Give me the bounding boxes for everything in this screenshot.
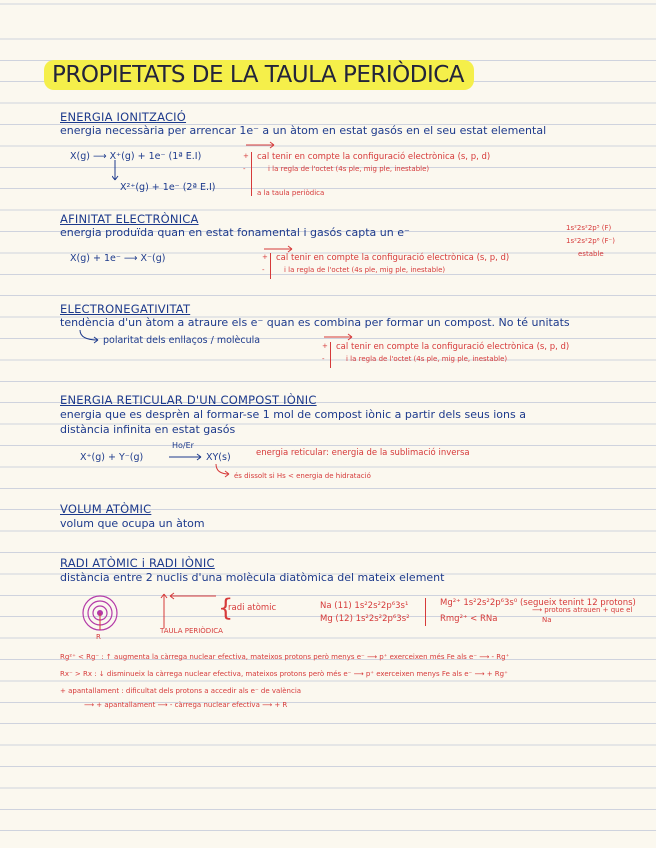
radi-definition: distància entre 2 nuclis d'una molècula diatòmica del mateix element bbox=[60, 571, 445, 584]
ionitzacio-branch-arrow bbox=[112, 160, 126, 184]
radi-compare: Rmg²⁺ < RNa bbox=[440, 614, 498, 624]
ionitzacio-note3: a la taula periòdica bbox=[257, 189, 325, 197]
afinitat-definition: energia produïda quan en estat fonamental i gasós capta un e⁻ bbox=[60, 226, 410, 239]
reticular-eq-arrow-label: Ho/Er bbox=[172, 441, 194, 450]
reticular-heading: ENERGIA RETICULAR D'UN COMPOST IÒNIC bbox=[60, 393, 317, 407]
radi-result1: ⟶ protons atrauen + que el bbox=[532, 606, 633, 614]
reticular-note2: és dissolt si Hs < energia de hidratació bbox=[234, 472, 371, 480]
ionitzacio-red-arrow bbox=[244, 140, 278, 150]
atom-radius-label: R bbox=[96, 633, 101, 641]
ionitzacio-eq2: X²⁺(g) + 1e⁻ (2ª E.I) bbox=[120, 182, 216, 193]
ionitzacio-eq1: X(g) ⟶ X⁺(g) + 1e⁻ (1ª E.I) bbox=[70, 151, 202, 162]
afinitat-note2: i la regla de l'octet (4s ple, mig ple, inestable) bbox=[284, 266, 446, 274]
ionitzacio-note2: i la regla de l'octet (4s ple, mig ple, inestable) bbox=[268, 165, 430, 173]
reticular-definition1: energia que es desprèn al formar-se 1 mol de compost iònic a partir dels seus ions a bbox=[60, 408, 526, 421]
page-title: PROPIETATS DE LA TAULA PERIÒDICA bbox=[44, 60, 474, 90]
reticular-note1: energia reticular: energia de la sublimació inversa bbox=[256, 448, 470, 458]
afinitat-config1: 1s²2s²2p⁵ (F) bbox=[566, 224, 612, 232]
afinitat-config3: estable bbox=[578, 250, 604, 258]
volum-definition: volum que ocupa un àtom bbox=[60, 517, 205, 530]
reticular-curve-arrow bbox=[214, 464, 232, 480]
na-config: Na (11) 1s²2s²2p⁶3s¹ bbox=[320, 601, 409, 611]
plus-mark: + bbox=[243, 152, 249, 160]
radi-line2: Rx⁻ > Rx : ↓ disminueix la càrrega nuclear efectiva, mateixos protons però més e⁻ ⟶ p⁺ exerceixen menys Fe als e⁻ ⟶ + Rg⁺ bbox=[60, 670, 508, 678]
mg-ion-config: Mg²⁺ 1s²2s²2p⁶3s⁰ (segueix tenint 12 protons) bbox=[440, 598, 636, 608]
radi-line4: ⟶ + apantallament ⟶ - càrrega nuclear efectiva ⟶ + R bbox=[84, 701, 288, 709]
plus-mark: + bbox=[322, 342, 328, 350]
afinitat-config2: 1s²2s²2p⁶ (F⁻) bbox=[566, 237, 615, 245]
ionitzacio-definition: energia necessària per arrencar 1e⁻ a un àtom en estat gasós en el seu estat elemental bbox=[60, 124, 547, 137]
afinitat-heading: AFINITAT ELECTRÒNICA bbox=[60, 212, 199, 226]
ionitzacio-red-bracket bbox=[251, 152, 252, 196]
afinitat-eq: X(g) + 1e⁻ ⟶ X⁻(g) bbox=[70, 253, 166, 264]
radi-line1: Rg²⁺ < Rg⁻ : ↑ augmenta la càrrega nuclear efectiva, mateixos protons però menys e⁻ ⟶ p⁺ exerceixen més Fe als e⁻ ⟶ - Rg⁺ bbox=[60, 653, 510, 661]
electronegativitat-definition: tendència d'un àtom a atraure els e⁻ quan es combina per formar un compost. No té unitats bbox=[60, 316, 570, 329]
minus-mark: - bbox=[322, 355, 325, 363]
reticular-eq-arrow bbox=[168, 452, 204, 462]
ionitzacio-note1: cal tenir en compte la configuració electrònica (s, p, d) bbox=[257, 152, 491, 162]
mg-config: Mg (12) 1s²2s²2p⁶3s² bbox=[320, 614, 410, 624]
minus-mark: - bbox=[243, 165, 246, 173]
electronegativitat-note2: i la regla de l'octet (4s ple, mig ple, inestable) bbox=[346, 355, 508, 363]
plus-mark: + bbox=[262, 253, 268, 261]
radi-heading: RADI ATÒMIC i RADI IÒNIC bbox=[60, 556, 215, 570]
electronegativitat-sub: polaritat dels enllaços / molècula bbox=[103, 335, 261, 346]
volum-heading: VOLUM ATÒMIC bbox=[60, 502, 152, 516]
radi-result2: Na bbox=[542, 616, 552, 624]
electronegativitat-curve-arrow bbox=[78, 330, 102, 346]
reticular-definition2: distància infinita en estat gasós bbox=[60, 423, 236, 436]
minus-mark: - bbox=[262, 266, 265, 274]
reticular-eq-left: X⁺(g) + Y⁻(g) bbox=[80, 452, 144, 463]
taula-periodica-label: TAULA PERIÒDICA bbox=[160, 627, 223, 635]
afinitat-red-bracket bbox=[270, 253, 271, 279]
ionitzacio-heading: ENERGIA IONITZACIÓ bbox=[60, 110, 187, 124]
electronegativitat-red-bracket bbox=[330, 342, 331, 368]
electronegativitat-red-arrow bbox=[322, 332, 356, 342]
atom-diagram-icon bbox=[80, 594, 120, 634]
electronegativitat-heading: ELECTRONEGATIVITAT bbox=[60, 302, 191, 316]
radi-line3: + apantallament : dificultat dels protons a accedir als e⁻ de valència bbox=[60, 687, 302, 695]
radi-atomic-label: radi atòmic bbox=[228, 603, 277, 613]
electronegativitat-note1: cal tenir en compte la configuració electrònica (s, p, d) bbox=[336, 342, 570, 352]
afinitat-note1: cal tenir en compte la configuració electrònica (s, p, d) bbox=[276, 253, 510, 263]
brace-icon: { bbox=[218, 594, 234, 622]
periodic-trend-arrows-icon bbox=[156, 590, 226, 630]
reticular-eq-right: XY(s) bbox=[206, 452, 231, 463]
radi-divider bbox=[425, 598, 426, 626]
